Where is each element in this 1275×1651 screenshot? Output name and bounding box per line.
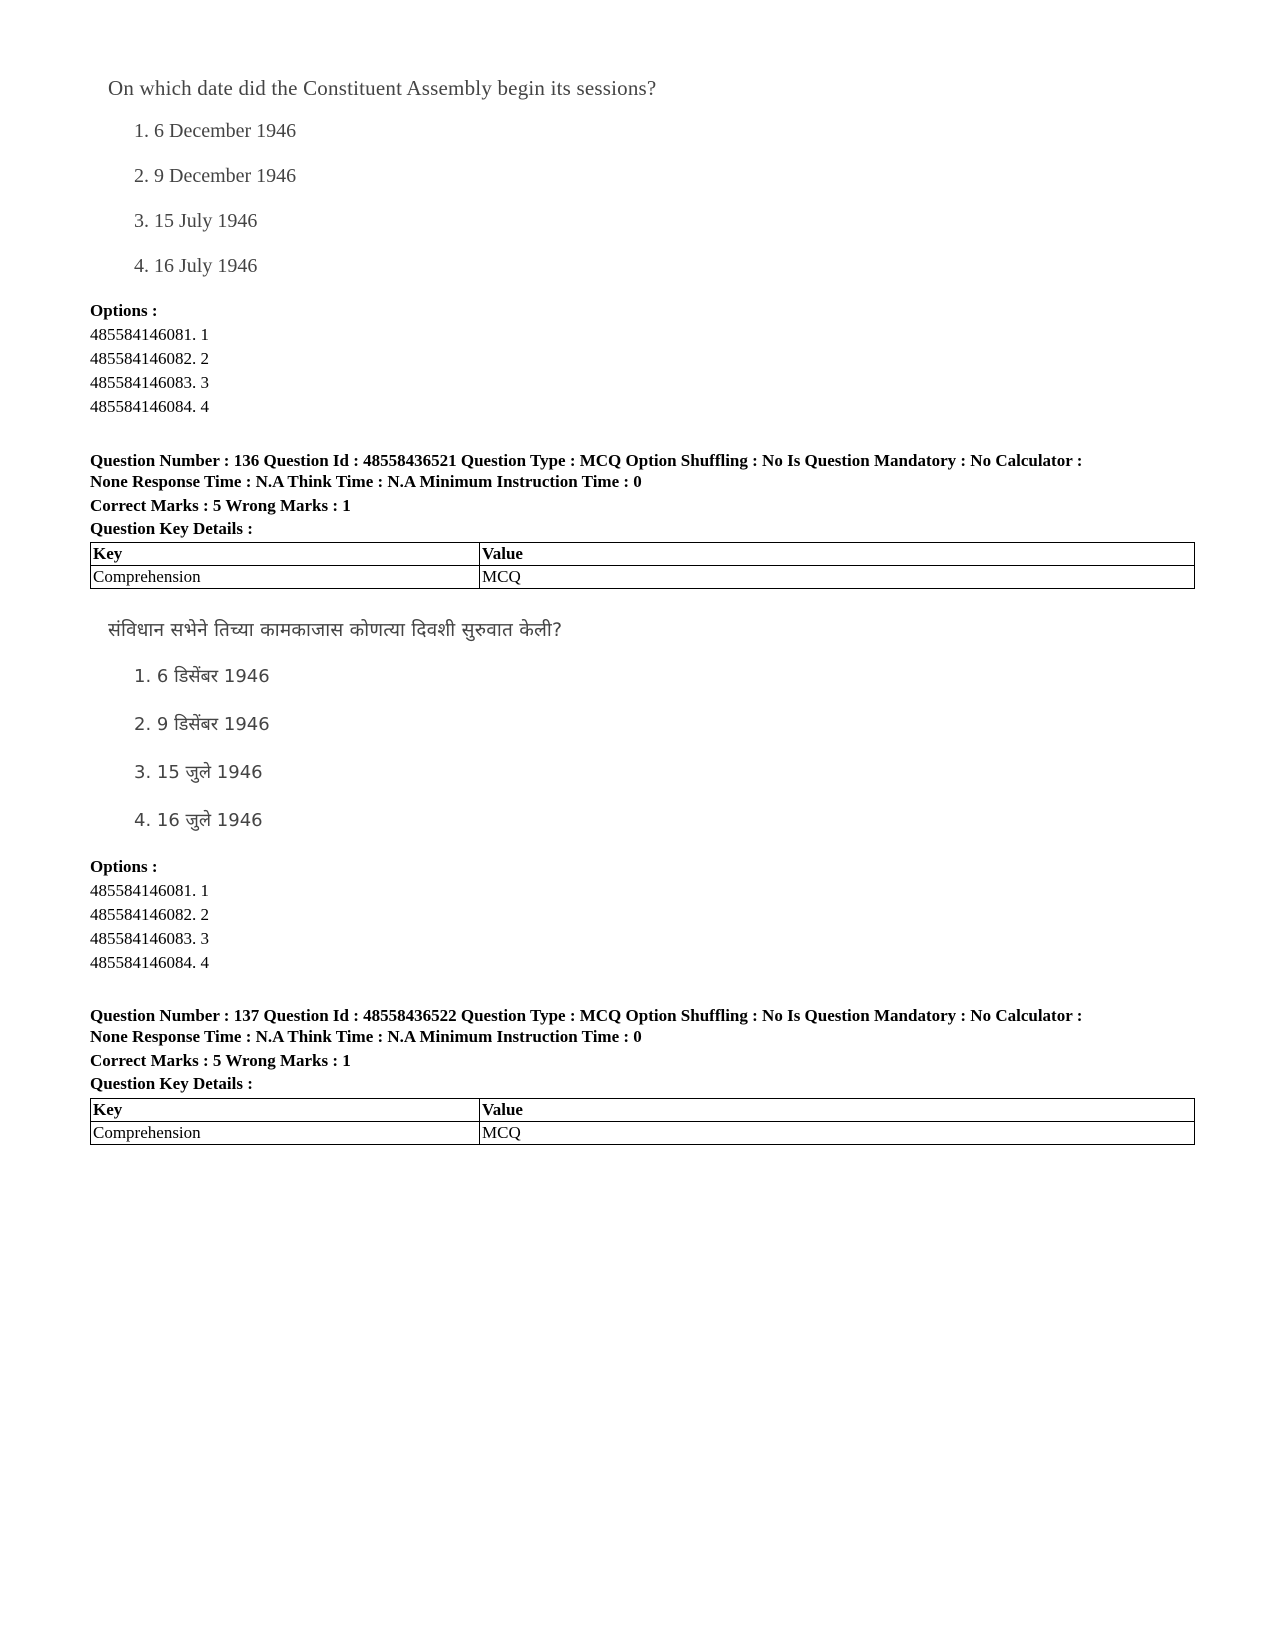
table-cell-key: Comprehension <box>91 566 480 589</box>
option-item: 485584146081. 1 <box>90 881 209 900</box>
question-meta-line1: Question Number : 137 Question Id : 48558436522 Question Type : MCQ Option Shuffling : No Is Question Mandatory : No Calculator : <box>90 1006 1083 1025</box>
options-heading: Options : <box>90 857 158 876</box>
question-meta <box>90 1005 1190 1095</box>
option-item: 485584146082. 2 <box>90 349 209 368</box>
option-item: 485584146084. 4 <box>90 953 209 972</box>
table-header-key: Key <box>91 543 480 566</box>
question-marks: Correct Marks : 5 Wrong Marks : 1 <box>90 1051 351 1070</box>
question-marks: Correct Marks : 5 Wrong Marks : 1 <box>90 496 351 515</box>
question-option: 4. 16 July 1946 <box>134 255 258 277</box>
option-item: 485584146082. 2 <box>90 905 209 924</box>
table-row <box>91 566 1195 589</box>
option-item: 485584146083. 3 <box>90 373 209 392</box>
key-details-heading: Question Key Details : <box>90 1074 253 1093</box>
key-details-heading: Question Key Details : <box>90 519 253 538</box>
key-details-table <box>90 1098 1195 1145</box>
question-text: संविधान सभेने तिच्या कामकाजास कोणत्या दिवशी सुरुवात केली? <box>108 619 563 641</box>
table-row <box>91 1122 1195 1145</box>
table-header-row <box>91 1099 1195 1122</box>
table-cell-key: Comprehension <box>91 1122 480 1145</box>
question-option: 1. 6 December 1946 <box>134 120 297 142</box>
options-heading: Options : <box>90 301 158 320</box>
options-list <box>90 854 1190 975</box>
option-item: 485584146081. 1 <box>90 325 209 344</box>
question-image-english <box>108 76 657 277</box>
question-image-marathi <box>108 616 563 831</box>
question-option: 4. 16 जुले 1946 <box>134 810 263 831</box>
table-header-value: Value <box>480 1099 1195 1122</box>
question-meta-line1: Question Number : 136 Question Id : 48558436521 Question Type : MCQ Option Shuffling : No Is Question Mandatory : No Calculator : <box>90 451 1083 470</box>
option-item: 485584146083. 3 <box>90 929 209 948</box>
table-cell-value: MCQ <box>480 1122 1195 1145</box>
question-text: On which date did the Constituent Assembly begin its sessions? <box>108 76 657 100</box>
question-meta-line2: None Response Time : N.A Think Time : N.A Minimum Instruction Time : 0 <box>90 472 642 491</box>
question-option: 2. 9 डिसेंबर 1946 <box>134 714 270 735</box>
table-header-key: Key <box>91 1099 480 1122</box>
question-option: 3. 15 जुले 1946 <box>134 762 263 783</box>
table-cell-value: MCQ <box>480 566 1195 589</box>
key-details-table <box>90 542 1195 589</box>
question-meta <box>90 450 1190 540</box>
question-option: 3. 15 July 1946 <box>134 210 258 232</box>
question-meta-line2: None Response Time : N.A Think Time : N.A Minimum Instruction Time : 0 <box>90 1027 642 1046</box>
question-option: 2. 9 December 1946 <box>134 165 297 187</box>
options-list <box>90 298 1190 419</box>
question-option: 1. 6 डिसेंबर 1946 <box>134 666 270 687</box>
table-header-row <box>91 543 1195 566</box>
table-header-value: Value <box>480 543 1195 566</box>
option-item: 485584146084. 4 <box>90 397 209 416</box>
